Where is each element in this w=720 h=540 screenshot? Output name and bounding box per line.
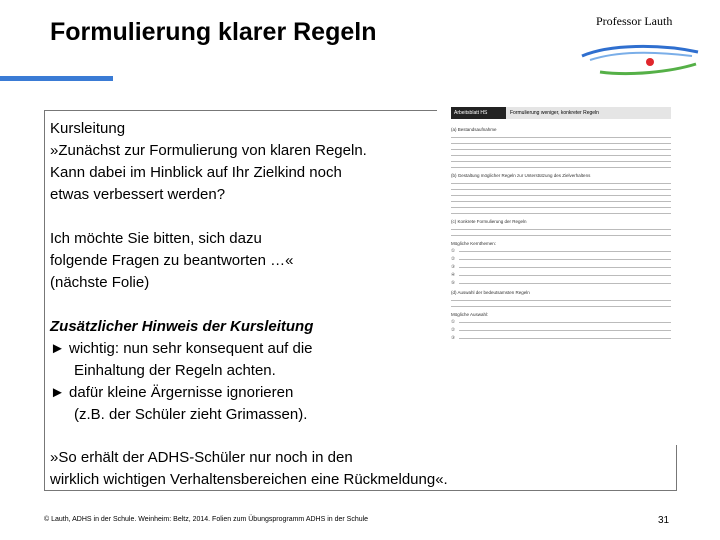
worksheet-circle-item: ② bbox=[451, 256, 671, 262]
body-line: (nächste Folie) bbox=[50, 274, 150, 291]
worksheet-section-a: (a) Bestandsaufnahme bbox=[451, 127, 497, 132]
slide-body-text bbox=[50, 118, 430, 426]
closing-line: wirklich wichtigen Verhaltensbereichen eine Rückmeldung«. bbox=[50, 471, 448, 488]
body-line: Ich möchte Sie bitten, sich dazu bbox=[50, 230, 262, 247]
body-line: folgende Fragen zu beantworten …« bbox=[50, 252, 294, 269]
worksheet-section-c: (c) Konkrete Formulierung der Regeln bbox=[451, 219, 527, 224]
worksheet-header bbox=[451, 107, 671, 119]
worksheet-circle-item: ① bbox=[451, 248, 671, 254]
worksheet-section-b: (b) Gestaltung möglicher Regeln zur Unterstützung des Zielverhaltens bbox=[451, 173, 591, 178]
footer-citation: © Lauth, ADHS in der Schule. Weinheim: Beltz, 2014. Folien zum Übungsprogramm ADHS in der Schule bbox=[44, 516, 369, 523]
worksheet-thumbnail bbox=[437, 103, 680, 445]
worksheet-possible-label: Mögliche Kernthemen: bbox=[451, 241, 497, 246]
bullet-item: ► dafür kleine Ärgernisse ignorieren bbox=[50, 384, 294, 401]
body-line: Kann dabei im Hinblick auf Ihr Zielkind noch bbox=[50, 164, 342, 181]
worksheet-header-right: Formulierung weniger, konkreter Regeln bbox=[506, 107, 671, 119]
section-heading-additional-note: Zusätzlicher Hinweis der Kursleitung bbox=[50, 318, 314, 335]
body-line: »Zunächst zur Formulierung von klaren Regeln. bbox=[50, 142, 367, 159]
page-number: 31 bbox=[658, 515, 670, 526]
closing-line: »So erhält der ADHS-Schüler nur noch in den bbox=[50, 449, 353, 466]
body-line: etwas verbessert werden? bbox=[50, 186, 226, 203]
title-accent-bar bbox=[0, 76, 113, 81]
worksheet-header-left: Arbeitsblatt HS bbox=[451, 107, 506, 119]
bullet-item-continued: (z.B. der Schüler zieht Grimassen). bbox=[74, 406, 308, 423]
worksheet-choice-item: ③ bbox=[451, 335, 671, 341]
section-heading-course-lead: Kursleitung bbox=[50, 120, 126, 137]
institution-logo bbox=[580, 42, 700, 78]
author-name: Professor Lauth bbox=[596, 14, 673, 28]
closing-quote bbox=[50, 447, 670, 491]
worksheet-body bbox=[451, 123, 671, 343]
worksheet-choice-item: ① bbox=[451, 319, 671, 325]
worksheet-choice-item: ② bbox=[451, 327, 671, 333]
slide-title: Formulierung klarer Regeln bbox=[50, 18, 377, 46]
worksheet-section-d: (d) Auswahl der bedeutsamsten Regeln bbox=[451, 290, 530, 295]
bullet-item: ► wichtig: nun sehr konsequent auf die bbox=[50, 340, 313, 357]
worksheet-circle-item: ⑤ bbox=[451, 280, 671, 286]
worksheet-circle-item: ④ bbox=[451, 272, 671, 278]
worksheet-circle-item: ③ bbox=[451, 264, 671, 270]
bullet-item-continued: Einhaltung der Regeln achten. bbox=[74, 362, 276, 379]
worksheet-choice-label: Mögliche Auswahl: bbox=[451, 312, 489, 317]
